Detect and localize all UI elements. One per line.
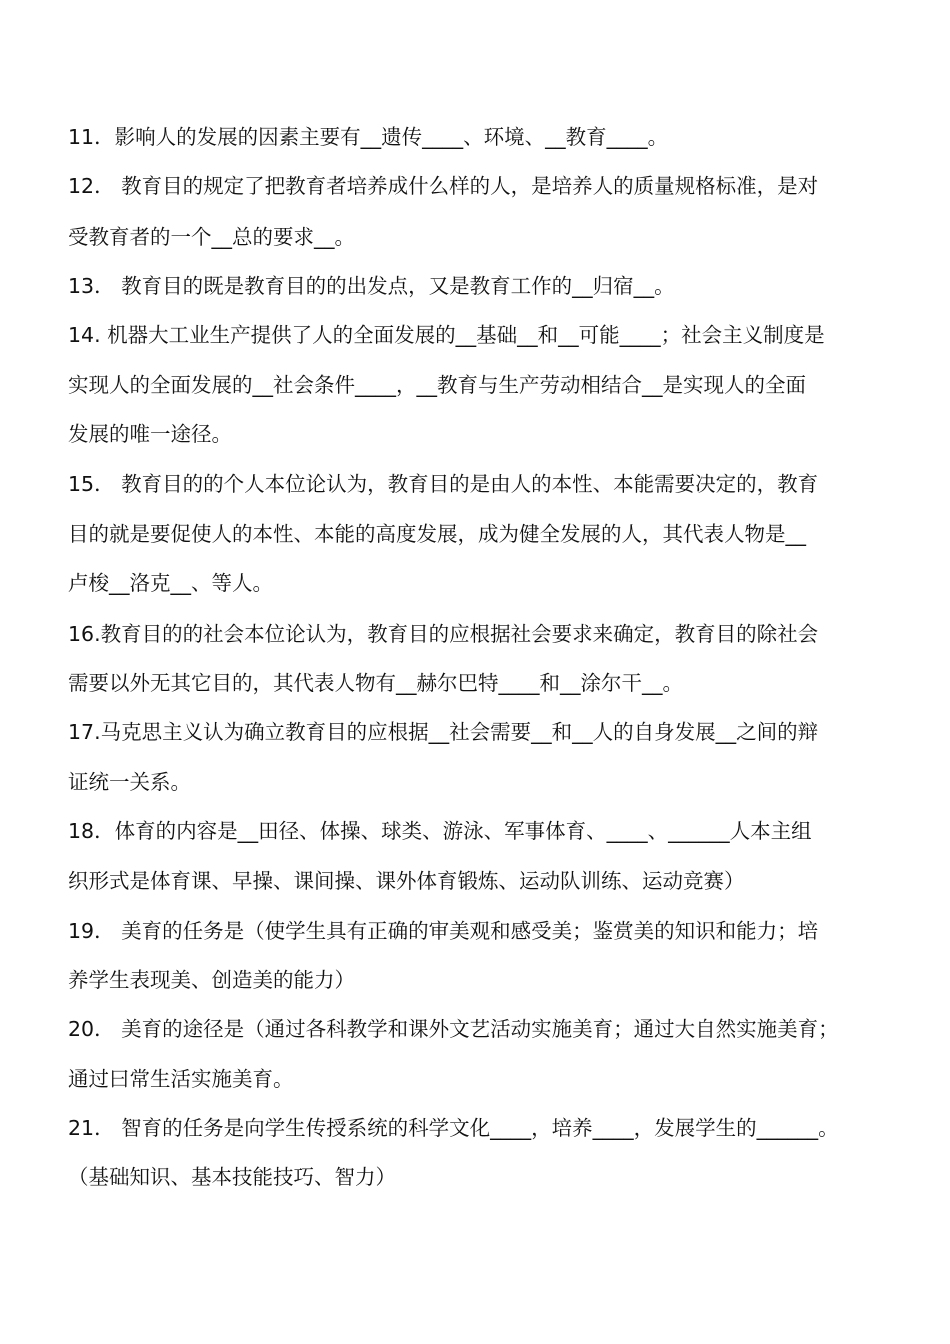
item-21-line-1: 21． 智育的任务是向学生传授系统的科学文化____，培养____，发展学生的______。	[68, 1116, 839, 1140]
item-18-line-2: 织形式是体育课、早操、课间操、课外体育锻炼、运动队训练、运动竞赛）	[68, 869, 745, 893]
item-14-line-2: 实现人的全面发展的__社会条件____，__教育与生产劳动相结合__是实现人的全面	[68, 373, 806, 397]
item-15-line-3: 卢梭__洛克__、等人。	[68, 571, 273, 595]
item-20-line-2: 通过曰常生活实施美育。	[68, 1067, 294, 1091]
item-17-line-2: 证统一关系。	[68, 770, 191, 794]
item-11-line-1: 11．影响人的发展的因素主要有__遗传____、环境、__教育____。	[68, 125, 669, 149]
item-18-line-1: 18．体育的内容是__田径、体操、球类、游泳、军事体育、____、______人本主组	[68, 819, 812, 843]
item-14-line-3: 发展的唯一途径。	[68, 422, 232, 446]
item-16-line-2: 需要以外无其它目的，其代表人物有__赫尔巴特____和__涂尔干__。	[68, 671, 683, 695]
item-16-line-1: 16.教育目的的社会本位论认为，教育目的应根据社会要求来确定，教育目的除社会	[68, 622, 819, 646]
item-19-line-2: 养学生表现美、创造美的能力）	[68, 968, 355, 992]
item-13-line-1: 13． 教育目的既是教育目的的出发点，又是教育工作的__归宿__。	[68, 274, 675, 298]
item-21-line-2: （基础知识、基本技能技巧、智力）	[68, 1165, 396, 1189]
item-15-line-1: 15． 教育目的的个人本位论认为，教育目的是由人的本性、本能需要决定的，教育	[68, 472, 819, 496]
item-12-line-1: 12． 教育目的规定了把教育者培养成什么样的人，是培养人的质量规格标准，是对	[68, 174, 819, 198]
item-20-line-1: 20． 美育的途径是（通过各科教学和课外文艺活动实施美育；通过大自然实施美育；	[68, 1017, 839, 1041]
item-15-line-2: 目的就是要促使人的本性、本能的高度发展，成为健全发展的人，其代表人物是__	[68, 522, 806, 546]
item-12-line-2: 受教育者的一个__总的要求__。	[68, 225, 355, 249]
item-14-line-1: 14. 机器大工业生产提供了人的全面发展的__基础__和__可能____；社会主义制度是	[68, 323, 825, 347]
item-19-line-1: 19． 美育的任务是（使学生具有正确的审美观和感受美；鉴赏美的知识和能力；培	[68, 919, 819, 943]
item-17-line-1: 17.马克思主义认为确立教育目的应根据__社会需要__和__人的自身发展__之间的辩	[68, 720, 819, 744]
